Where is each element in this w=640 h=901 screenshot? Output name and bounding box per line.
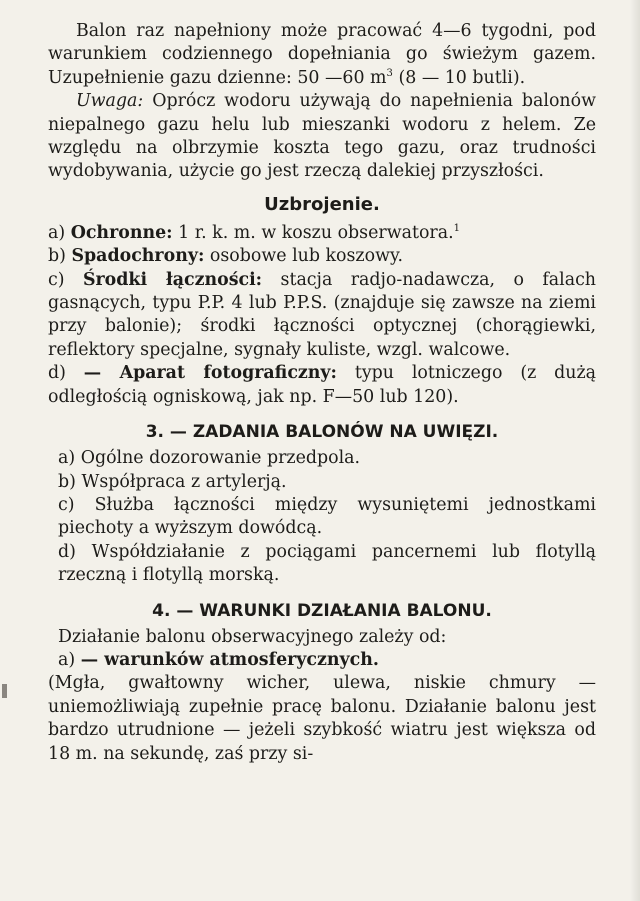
list-text: osobowe lub koszowy. [204,246,403,267]
note-text: Oprócz wodoru używają do napełnienia balonów niepalnego gazu helu lub mieszanki wodoru z helem. Ze względu na olbrzymie koszta tego gazu, oraz trudności wydobywania, użycie go jest rzeczą dalekiej przyszłości. [48,91,596,182]
page-edge-shadow [630,0,640,901]
list-marker: b) [48,246,66,267]
list-marker: c) [58,494,75,515]
list-marker: a) [58,448,76,469]
list-item [48,245,596,268]
list-item [48,269,596,363]
subheading-uzbrojenie: Uzbrojenie. [264,193,380,215]
list-text: Służba łączności między wysuniętemi jednostkami piechoty a wyższym dowódcą. [58,494,596,539]
list-text: Współpraca z artylerją. [81,471,287,492]
intro-text-tail: (8 — 10 butli). [392,67,526,88]
intro-paragraph [48,20,596,90]
list-text: 1 r. k. m. w koszu obserwatora. [172,222,454,243]
list-text: stacja radjo-nadawcza, o falach gasnących, typu P.P. 4 lub P.P.S. (znajduje się zawsze na ziemi przy balonie); środki łączności optycznej (chorągiewki, reflektory specjalne, sygnały kuliste, wzgl. walcowe. [48,269,597,360]
section4-intro: Działanie balonu obserwacyjnego zależy od: [58,626,447,647]
note-label: Uwaga: [76,91,144,112]
list-key: Środki łączności: [82,269,263,290]
section-heading-3: 3. — ZADANIA BALONÓW NA UWIĘZI. [145,422,499,443]
superscript: 3 [386,68,393,80]
list-text: Współdziałanie z pociągami pancernemi lub flotyllą rzeczną i flotyllą morską. [58,541,597,586]
list-item [48,541,596,588]
list-item [48,447,596,470]
section-heading-4: 4. — WARUNKI DZIAŁANIA BALONU. [152,600,492,621]
list-item [48,362,596,409]
text-column [48,20,596,766]
margin-mark [2,684,7,698]
list-text: Ogólne dozorowanie przedpola. [80,448,361,469]
list-key: — warunków atmosferycznych. [80,649,379,670]
list-marker: d) [58,541,76,562]
list-item [48,222,596,245]
list-marker: a) [58,649,76,670]
section4-paragraph: (Mgła, gwałtowny wicher, ulewa, niskie chmury — uniemożliwiają zupełnie pracę balonu. Działanie balonu jest bardzo utrudnione — jeżeli szybkość wiatru jest większa od 18 m. na sekundę, zaś przy si- [48,673,596,764]
list-marker: c) [48,269,65,290]
superscript: 1 [453,223,460,235]
list-marker: b) [58,471,76,492]
note-paragraph [48,90,596,184]
list-text: typu lotniczego (z dużą odległością ogniskową, jak np. F—50 lub 120). [48,363,596,407]
list-item [48,649,596,672]
list-key: Ochronne: [70,222,173,243]
list-item [48,494,596,541]
list-key: Spadochrony: [71,246,205,267]
intro-text: Balon raz napełniony może pracować 4—6 tygodni, pod warunkiem codziennego dopełniania go świeżym gazem. Uzupełnienie gazu dzienne: 50 —60 m [48,21,596,88]
list-item [48,471,596,494]
list-marker: d) [48,363,66,384]
list-key: — Aparat fotograficzny: [83,363,337,384]
list-marker: a) [48,222,66,243]
